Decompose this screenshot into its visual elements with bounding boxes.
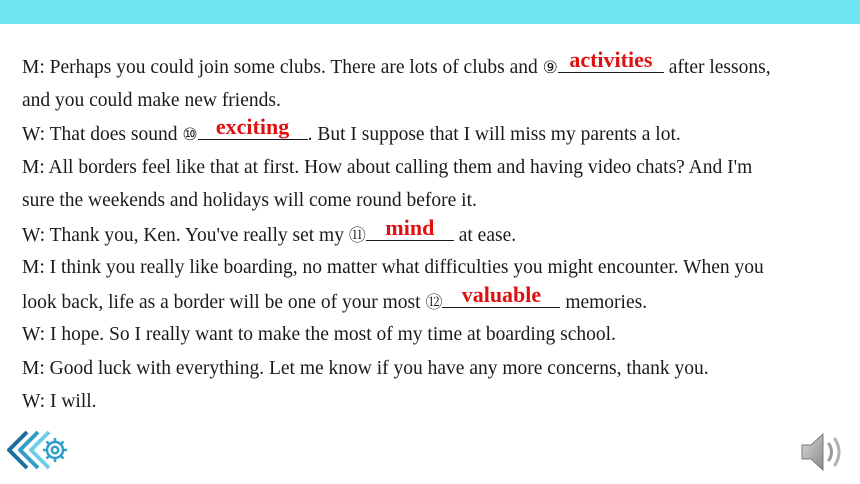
dialogue-line-1 [22,47,852,84]
dialogue-text [22,47,852,419]
dialogue-line-8 [22,281,852,319]
speaker-icon[interactable] [798,428,848,476]
dialogue-line-6 [22,214,852,252]
answer-blank-11[interactable] [366,214,454,241]
dialogue-line-7 [22,251,852,285]
line-text: W: I will. [22,391,97,412]
question-number-12: ⑫ [425,292,443,313]
line-text: at ease. [453,224,517,246]
line-text: M: Good luck with everything. Let me know if you have any more concerns, thank you. [22,357,709,379]
answer-10: exciting [215,114,290,139]
line-text: W: I hope. So I really want to make the most of my time at boarding school. [22,324,616,345]
dialogue-line-3 [22,114,852,151]
answer-9: activities [569,47,653,72]
dialogue-line-10 [22,352,852,386]
dialogue-line-11 [22,385,852,419]
question-number-10: ⑩ [182,125,198,145]
line-text: . But I suppose that I will miss my parents a lot. [307,124,681,145]
line-text: after lessons, [663,57,771,78]
dialogue-line-2 [22,84,852,118]
line-text: W: That does sound [22,124,183,145]
answer-11: mind [385,214,435,240]
question-number-9: ⑨ [542,58,558,78]
answer-blank-9[interactable] [558,47,664,73]
answer-blank-10[interactable] [198,114,308,140]
question-number-11: ⑪ [348,225,366,246]
dialogue-line-9 [22,318,852,352]
line-text: memories. [560,291,648,313]
dialogue-line-4 [22,151,852,185]
dialogue-line-5 [22,184,852,218]
line-text: M: Perhaps you could join some clubs. There are lots of clubs and [22,57,543,78]
line-text: look back, life as a border will be one of your most [22,291,426,313]
line-text: W: Thank you, Ken. You've really set my [22,224,349,246]
answer-12: valuable [461,281,542,307]
line-text: and you could make new friends. [22,89,281,111]
top-banner-bar [0,0,860,24]
line-text: M: All borders feel like that at first. How about calling them and having video chats? And I'm [22,156,753,178]
gear-chevron-logo-icon[interactable] [5,427,71,473]
answer-blank-12[interactable] [442,281,560,308]
line-text: sure the weekends and holidays will come round before it. [22,190,477,211]
line-text: M: I think you really like boarding, no matter what difficulties you might encounter. When you [22,257,764,278]
